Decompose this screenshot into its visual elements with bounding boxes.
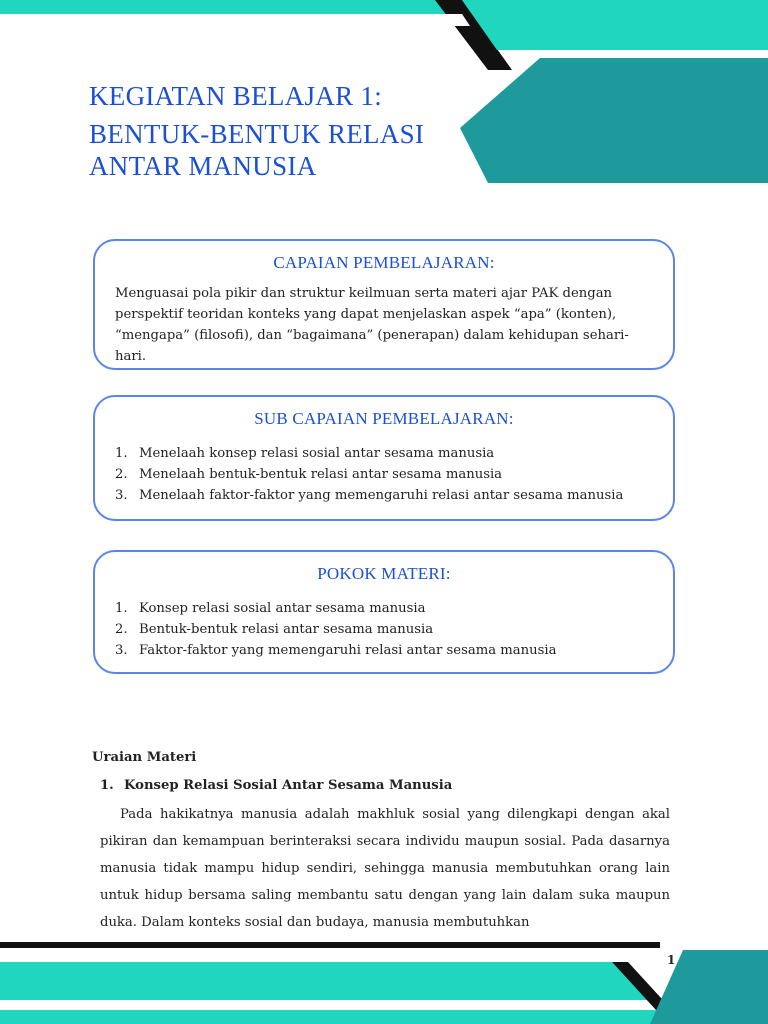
capaian-title-text: CAPAIAN PEMBELAJARAN [273,253,490,272]
bottom-teal-lower [0,1010,690,1024]
list-text: Konsep relasi sosial antar sesama manusia [139,601,426,616]
list-number: 3. [115,488,128,503]
title-line-3: ANTAR MANUSIA [89,151,317,181]
pokok-colon: : [445,564,451,583]
capaian-colon: : [489,253,495,272]
list-text: Bentuk-bentuk relasi antar sesama manusia [139,622,434,637]
top-dark-teal-shape [460,58,768,183]
sub-capaian-title [95,409,673,429]
section-title: Konsep Relasi Sosial Antar Sesama Manusia [124,778,453,793]
list-number: 3. [115,643,128,658]
section-number: 1. [100,778,114,793]
list-text: Menelaah bentuk-bentuk relasi antar sesama manusia [139,467,503,482]
list-text: Faktor-faktor yang memengaruhi relasi antar sesama manusia [139,643,557,658]
sub-capaian-colon: : [508,409,514,428]
capaian-title [95,253,673,273]
list-number: 2. [115,622,128,637]
top-teal-shape [462,0,768,50]
pokok-materi-list [115,598,673,661]
uraian-heading: Uraian Materi [92,750,197,765]
list-item [115,485,673,506]
list-number: 1. [115,446,128,461]
title-line-1: KEGIATAN BELAJAR 1: [89,81,383,111]
title-line-2: BENTUK-BENTUK RELASI [89,119,425,149]
list-text: Menelaah konsep relasi sosial antar sesama manusia [139,446,495,461]
list-item [115,443,673,464]
capaian-box [93,239,675,370]
capaian-text: Menguasai pola pikir dan struktur keilmuan serta materi ajar PAK dengan perspektif teoridan konteks yang dapat menjelaskan aspek “apa” (konten), “mengapa” (filosofi), dan “bagaimana” (penerapan) dalam kehidupan sehari-hari. [115,286,629,364]
pokok-title-text: POKOK MATERI [317,564,446,583]
sub-capaian-box [93,395,675,521]
top-teal-band [0,0,470,14]
body-paragraph: Pada hakikatnya manusia adalah makhluk sosial yang dilengkapi dengan akal pikiran dan kemampuan berinteraksi secara individu maupun sosial. Pada dasarnya manusia tidak mampu hidup sendiri, sehingga manusia membutuhkan orang lain untuk hidup bersama saling membantu satu dengan yang lain dalam suka maupun duka. Dalam konteks sosial dan budaya, manusia membutuhkan [100,807,670,930]
list-item [115,598,673,619]
list-text: Menelaah faktor-faktor yang memengaruhi relasi antar sesama manusia [139,488,624,503]
section-heading [100,778,452,793]
page-number: 1 [667,953,676,967]
bottom-teal-band [0,962,650,1000]
sub-capaian-list [115,443,673,506]
list-item [115,619,673,640]
bottom-black-line [0,942,660,948]
top-teal-line [0,14,470,26]
pokok-materi-box [93,550,675,674]
list-number: 2. [115,467,128,482]
pokok-materi-title [95,564,673,584]
sub-capaian-title-text: SUB CAPAIAN PEMBELAJARAN [254,409,509,428]
list-number: 1. [115,601,128,616]
list-item [115,464,673,485]
list-item [115,640,673,661]
